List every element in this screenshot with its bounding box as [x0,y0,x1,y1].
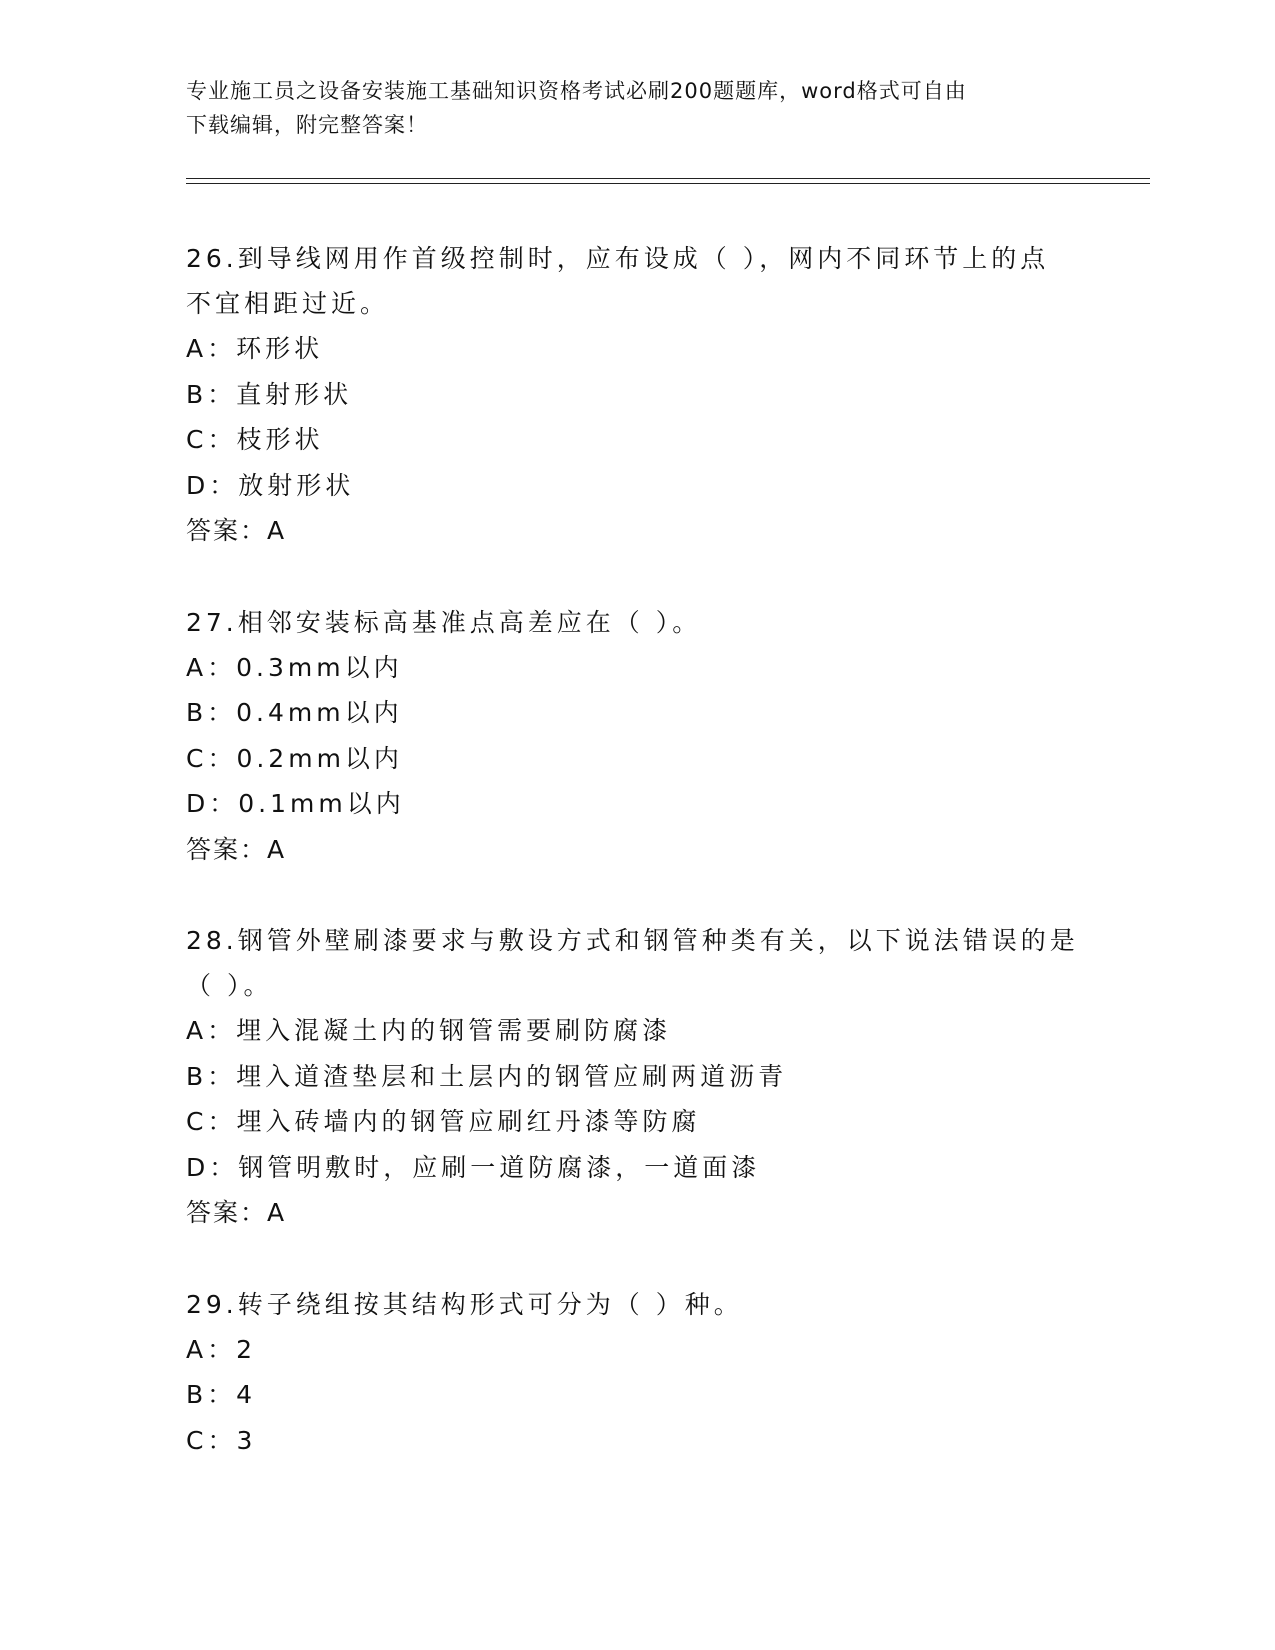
option-a: A：2 [186,1334,257,1364]
option-c: C：0.2mm以内 [186,743,403,773]
question-stem-line: 28.钢管外壁刷漆要求与敷设方式和钢管种类有关，以下说法错误的是 [186,926,1079,955]
question-list [186,236,1086,1509]
option-b: B：直射形状 [186,379,353,409]
option-a: A：埋入混凝土内的钢管需要刷防腐漆 [186,1016,672,1045]
question-stem-line: （ ）。 [186,971,273,1000]
question-26 [186,236,1086,554]
question-stem-line: 26.到导线网用作首级控制时，应布设成（ ），网内不同环节上的点 [186,244,1050,273]
question-29 [186,1282,1086,1464]
answer: 答案：A [186,834,287,864]
answer: 答案：A [186,1198,287,1227]
option-d: D：钢管明敷时，应刷一道防腐漆，一道面漆 [186,1152,761,1182]
option-a: A：环形状 [186,334,324,363]
question-stem-line: 27.相邻安装标高基准点高差应在（ ）。 [186,607,702,637]
question-28 [186,918,1086,1236]
option-b: B：0.4mm以内 [186,698,403,727]
option-d: D：放射形状 [186,470,355,500]
option-d: D：0.1mm以内 [186,789,405,818]
option-c: C：埋入砖墙内的钢管应刷红丹漆等防腐 [186,1107,701,1136]
header-divider-bottom [186,183,1150,184]
option-c: C：枝形状 [186,425,324,454]
option-b: B：4 [186,1380,257,1409]
answer: 答案：A [186,516,287,545]
option-c: C：3 [186,1425,257,1455]
question-27 [186,600,1086,873]
header-title-line-1: 专业施工员之设备安装施工基础知识资格考试必刷200题题库，word格式可自由 [186,79,967,103]
header-divider-top [186,178,1150,179]
document-header [186,74,1066,142]
option-b: B：埋入道渣垫层和土层内的钢管应刷两道沥青 [186,1061,788,1091]
question-stem-line: 29.转子绕组按其结构形式可分为（ ）种。 [186,1289,743,1319]
question-stem-line: 不宜相距过近。 [186,289,390,318]
option-a: A：0.3mm以内 [186,652,403,682]
header-title-line-2: 下载编辑，附完整答案！ [186,113,428,137]
